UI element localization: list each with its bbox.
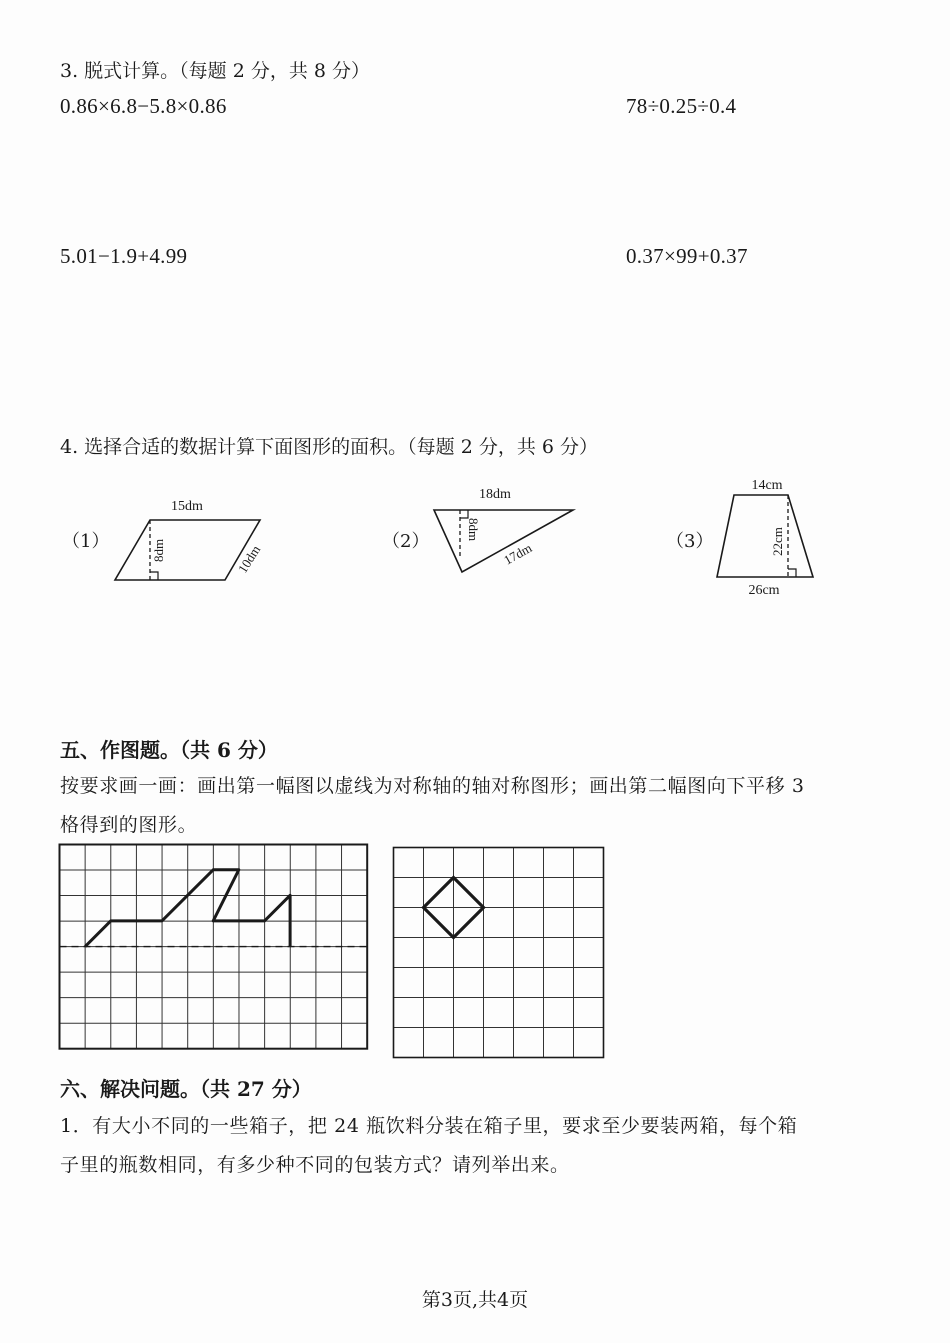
trapezoid-bottom-label: 26cm <box>748 583 780 598</box>
parallelogram-height-label: 8dm <box>151 538 166 562</box>
translation-grid <box>392 846 606 1060</box>
q3-expression-3: 5.01−1.9+4.99 <box>60 244 188 268</box>
q4-title: 4. 选择合适的数据计算下面图形的面积。（每题 2 分，共 6 分） <box>60 436 599 458</box>
triangle-top-label: 18dm <box>479 487 511 502</box>
parallelogram-top-label: 15dm <box>171 499 203 514</box>
parallelogram-shape <box>115 520 260 580</box>
right-angle-mark <box>788 569 796 577</box>
page-footer: 第3页,共4页 <box>421 1289 529 1311</box>
q3-title: 3. 脱式计算。（每题 2 分，共 8 分） <box>60 60 371 82</box>
section6-title: 六、解决问题。（共 27 分） <box>60 1077 312 1101</box>
right-angle-mark <box>460 510 468 518</box>
section5-title: 五、作图题。（共 6 分） <box>60 738 278 762</box>
q3-expression-4: 0.37×99+0.37 <box>626 244 748 268</box>
q3-expression-2: 78÷0.25÷0.4 <box>626 94 737 118</box>
fig1-label: （1） <box>62 531 110 552</box>
trapezoid-shape <box>717 495 813 577</box>
grid-lines <box>60 845 368 1049</box>
section5-instruction-line2: 格得到的图形。 <box>60 814 198 836</box>
grid-lines <box>394 848 604 1058</box>
section6-q1-line1: 1．有大小不同的一些箱子，把 24 瓶饮料分装在箱子里，要求至少要装两箱，每个箱 <box>60 1115 798 1137</box>
fig2-label: （2） <box>382 531 430 552</box>
right-angle-mark <box>150 572 158 580</box>
parallelogram-figure <box>105 488 280 593</box>
parallelogram-side-label: 10dm <box>234 542 264 576</box>
section6-q1-line2: 子里的瓶数相同，有多少种不同的包装方式？请列举出来。 <box>60 1154 570 1176</box>
triangle-shape <box>434 510 573 572</box>
trapezoid-figure <box>710 472 825 602</box>
symmetry-grid <box>58 843 370 1053</box>
section5-instruction-line1: 按要求画一画：画出第一幅图以虚线为对称轴的轴对称图形；画出第二幅图向下平移 3 <box>60 775 805 797</box>
trapezoid-top-label: 14cm <box>751 478 783 493</box>
fig3-label: （3） <box>666 531 714 552</box>
triangle-figure <box>425 478 585 583</box>
triangle-height-label: 8dm <box>466 518 481 542</box>
q3-expression-1: 0.86×6.8−5.8×0.86 <box>60 94 227 118</box>
trapezoid-height-label: 22cm <box>770 527 785 556</box>
triangle-side-label: 17dm <box>501 540 535 568</box>
grid-border <box>394 848 604 1058</box>
